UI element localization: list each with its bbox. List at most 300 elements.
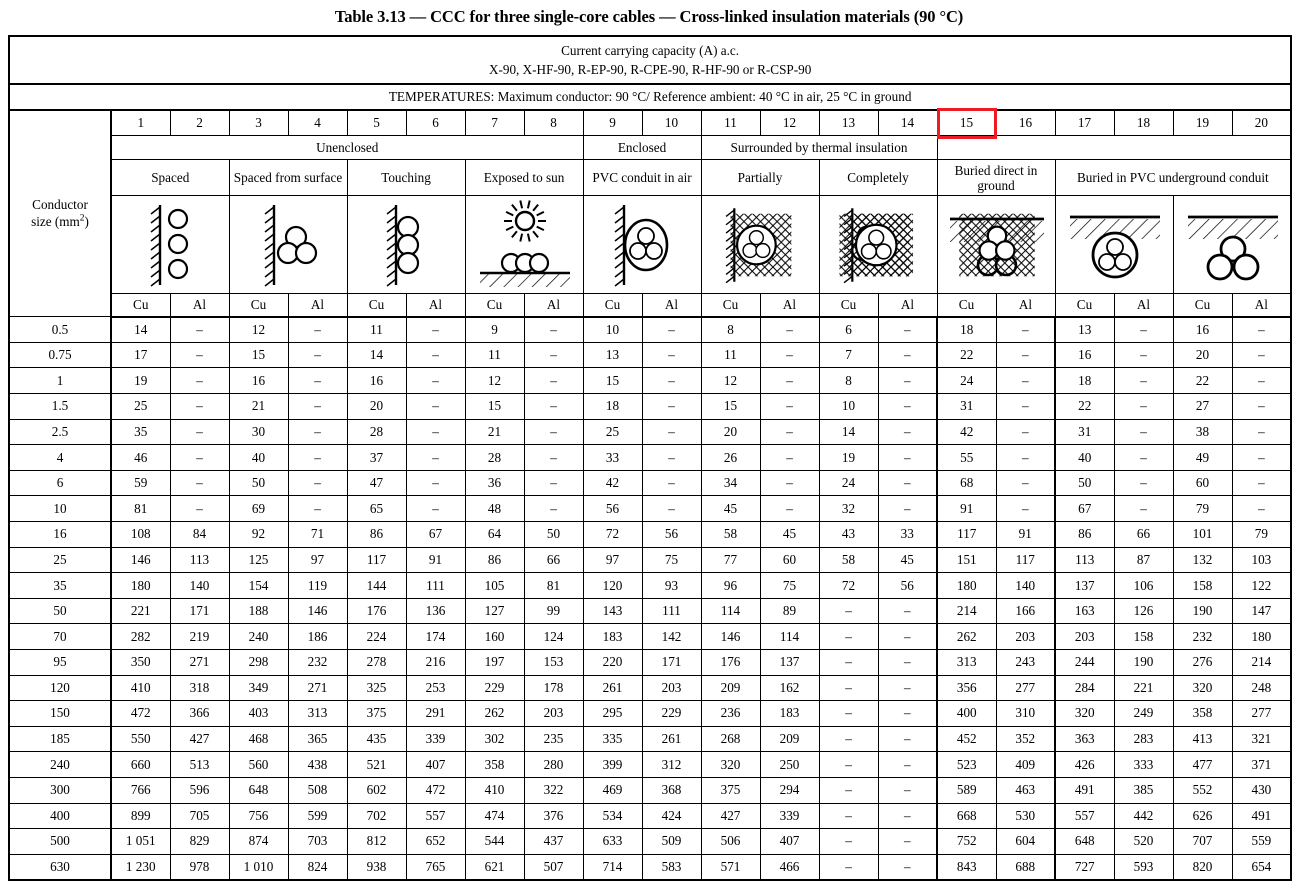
data-value: 22 xyxy=(960,347,974,363)
data-value: 48 xyxy=(487,500,502,516)
data-cell xyxy=(1173,803,1232,829)
data-value: 283 xyxy=(1133,731,1154,747)
data-value: 236 xyxy=(720,705,741,721)
data-value: 153 xyxy=(543,654,564,670)
data-value: 197 xyxy=(484,654,505,670)
data-cell xyxy=(170,573,229,599)
data-value: – xyxy=(668,321,675,337)
data-cell xyxy=(347,777,406,803)
data-value: – xyxy=(903,628,911,644)
data-cell xyxy=(229,419,288,445)
conductor-size-value: 400 xyxy=(50,807,70,823)
data-cell xyxy=(111,624,170,650)
column-number-13[interactable] xyxy=(819,110,878,136)
data-cell xyxy=(642,419,701,445)
metal-label: Cu xyxy=(604,297,621,313)
data-cell xyxy=(347,752,406,778)
metal-label: Cu xyxy=(133,297,149,313)
data-value: – xyxy=(550,449,557,465)
data-cell xyxy=(642,726,701,752)
data-value: 99 xyxy=(546,603,561,619)
table-body xyxy=(9,317,1291,880)
data-value: 84 xyxy=(192,526,207,542)
column-number-label: 4 xyxy=(314,115,321,131)
metal-label: Al xyxy=(900,297,915,313)
data-value: 507 xyxy=(543,858,564,874)
data-cell xyxy=(760,419,819,445)
data-cell xyxy=(347,650,406,676)
data-value: 11 xyxy=(370,321,383,337)
data-cell xyxy=(819,726,878,752)
data-value: 183 xyxy=(602,628,623,644)
data-value: 668 xyxy=(956,807,977,823)
metal-header-19-cu xyxy=(1173,294,1232,317)
column-number-10[interactable] xyxy=(642,110,701,136)
data-cell xyxy=(465,522,524,548)
data-value: 203 xyxy=(1015,628,1036,644)
pictogram-cell xyxy=(1173,196,1291,294)
column-number-11[interactable] xyxy=(701,110,760,136)
pictogram-cell xyxy=(1055,196,1173,294)
data-cell xyxy=(111,598,170,624)
data-value: 8 xyxy=(727,321,734,337)
data-value: 280 xyxy=(543,756,564,772)
data-cell xyxy=(819,675,878,701)
group2-label: Spaced xyxy=(151,170,190,186)
column-number-20[interactable] xyxy=(1232,110,1291,136)
data-value: 101 xyxy=(1192,526,1213,542)
data-cell xyxy=(760,445,819,471)
metal-label: Cu xyxy=(1194,297,1211,313)
pictogram-cell xyxy=(229,196,347,294)
data-value: 42 xyxy=(960,423,974,439)
data-cell xyxy=(1055,547,1114,573)
data-cell xyxy=(878,573,937,599)
data-value: 124 xyxy=(543,628,564,644)
data-value: – xyxy=(903,782,911,798)
data-value: 158 xyxy=(1192,577,1213,593)
data-cell xyxy=(583,419,642,445)
data-cell xyxy=(1114,342,1173,368)
data-cell xyxy=(878,624,937,650)
data-value: 49 xyxy=(1195,449,1210,465)
metal-header-9-cu xyxy=(583,294,642,317)
data-cell xyxy=(347,342,406,368)
data-cell xyxy=(1232,650,1291,676)
data-value: 10 xyxy=(841,398,856,414)
data-value: – xyxy=(903,423,911,439)
pictogram-pair xyxy=(820,197,937,293)
data-value: – xyxy=(1258,475,1265,491)
data-cell xyxy=(229,803,288,829)
column-number-2[interactable] xyxy=(170,110,229,136)
data-cell xyxy=(170,445,229,471)
metal-header-12-al xyxy=(760,294,819,317)
data-value: 24 xyxy=(841,475,856,491)
data-cell xyxy=(1055,777,1114,803)
data-cell xyxy=(937,470,996,496)
data-value: – xyxy=(1258,347,1265,363)
column-number-19[interactable] xyxy=(1173,110,1232,136)
data-cell xyxy=(229,675,288,701)
data-cell xyxy=(1114,650,1173,676)
data-cell xyxy=(406,573,465,599)
data-cell xyxy=(878,547,937,573)
data-cell xyxy=(1173,573,1232,599)
data-cell xyxy=(229,701,288,727)
column-number-14[interactable] xyxy=(878,110,937,136)
data-value: 466 xyxy=(779,858,800,874)
data-value: 30 xyxy=(251,423,266,439)
data-cell xyxy=(524,470,583,496)
data-value: 727 xyxy=(1074,858,1095,874)
data-value: 521 xyxy=(366,756,387,772)
data-cell xyxy=(996,547,1055,573)
pictogram-cell xyxy=(583,196,701,294)
data-cell xyxy=(937,777,996,803)
data-cell xyxy=(642,624,701,650)
data-value: 26 xyxy=(723,449,738,465)
data-cell xyxy=(760,368,819,394)
metal-header-20-al xyxy=(1232,294,1291,317)
data-value: 59 xyxy=(134,475,148,491)
ccc-table xyxy=(8,35,1292,881)
data-cell xyxy=(583,726,642,752)
data-cell xyxy=(288,624,347,650)
data-value: 261 xyxy=(602,679,623,695)
data-value: 11 xyxy=(488,347,501,363)
data-cell xyxy=(1114,701,1173,727)
data-value: – xyxy=(668,449,675,465)
data-cell xyxy=(465,470,524,496)
column-number-18[interactable] xyxy=(1114,110,1173,136)
data-value: 824 xyxy=(307,858,328,874)
column-number-label: 1 xyxy=(137,115,145,131)
column-number-7[interactable] xyxy=(465,110,524,136)
data-cell xyxy=(878,496,937,522)
data-value: – xyxy=(314,475,321,491)
group2-spaced xyxy=(111,160,229,196)
data-cell xyxy=(347,394,406,420)
data-value: – xyxy=(903,372,911,388)
data-value: – xyxy=(1021,475,1029,491)
data-cell xyxy=(1055,803,1114,829)
data-value: 472 xyxy=(130,705,151,721)
data-cell xyxy=(760,547,819,573)
conductor-size-value: 10 xyxy=(53,500,67,516)
data-value: 50 xyxy=(251,475,266,491)
group-level1-row xyxy=(9,136,1291,160)
data-cell xyxy=(524,675,583,701)
data-value: 358 xyxy=(484,756,505,772)
metal-label: Al xyxy=(1018,297,1033,313)
data-value: 64 xyxy=(487,526,502,542)
data-value: 180 xyxy=(1251,628,1272,644)
data-cell xyxy=(406,547,465,573)
data-cell xyxy=(878,470,937,496)
data-cell xyxy=(524,547,583,573)
data-value: 368 xyxy=(661,782,682,798)
data-cell xyxy=(1055,675,1114,701)
data-cell xyxy=(465,701,524,727)
data-cell xyxy=(1173,368,1232,394)
data-value: – xyxy=(845,603,852,619)
data-value: – xyxy=(1258,372,1265,388)
data-cell xyxy=(937,854,996,880)
data-value: 89 xyxy=(782,603,797,619)
data-cell xyxy=(1114,752,1173,778)
data-cell xyxy=(996,675,1055,701)
data-cell xyxy=(347,803,406,829)
data-cell xyxy=(524,496,583,522)
data-cell xyxy=(347,675,406,701)
metal-header-10-al xyxy=(642,294,701,317)
data-cell xyxy=(937,675,996,701)
data-value: 190 xyxy=(1192,603,1213,619)
table-row xyxy=(9,394,1291,420)
data-value: 137 xyxy=(1074,577,1095,593)
data-value: 7 xyxy=(845,347,852,363)
insulation-complete-b-icon xyxy=(942,201,1051,289)
data-value: 8 xyxy=(845,372,852,388)
group2-label: Touching xyxy=(381,170,431,186)
data-cell xyxy=(288,803,347,829)
data-cell xyxy=(937,317,996,343)
conductor-size-value: 185 xyxy=(50,731,70,747)
data-value: 276 xyxy=(1192,654,1213,670)
data-cell xyxy=(583,547,642,573)
data-cell xyxy=(465,854,524,880)
data-value: – xyxy=(1021,449,1029,465)
wall-three-touching-icon xyxy=(348,197,465,293)
column-number-16[interactable] xyxy=(996,110,1055,136)
conductor-size-cell xyxy=(9,803,111,829)
data-value: 21 xyxy=(251,398,266,414)
group2-label: Partially xyxy=(737,170,783,186)
data-value: – xyxy=(786,423,793,439)
data-value: 277 xyxy=(1251,705,1272,721)
data-value: 6 xyxy=(845,321,852,337)
data-cell xyxy=(229,829,288,855)
data-cell xyxy=(819,317,878,343)
data-cell xyxy=(583,624,642,650)
data-value: 56 xyxy=(664,526,679,542)
conductor-size-value: 2.5 xyxy=(51,423,69,439)
data-value: 648 xyxy=(248,782,269,798)
data-value: 81 xyxy=(134,500,148,516)
data-cell xyxy=(524,522,583,548)
data-cell xyxy=(347,829,406,855)
data-value: 442 xyxy=(1133,807,1154,823)
data-cell xyxy=(583,394,642,420)
column-number-8[interactable] xyxy=(524,110,583,136)
data-value: – xyxy=(903,475,911,491)
data-value: 203 xyxy=(661,679,682,695)
data-cell xyxy=(347,496,406,522)
data-cell xyxy=(288,547,347,573)
data-cell xyxy=(406,829,465,855)
banner-row-2 xyxy=(9,84,1291,110)
data-cell xyxy=(229,624,288,650)
metal-header-3-cu xyxy=(229,294,288,317)
data-value: 235 xyxy=(543,731,564,747)
column-number-4[interactable] xyxy=(288,110,347,136)
data-cell xyxy=(1232,854,1291,880)
data-cell xyxy=(229,854,288,880)
data-cell xyxy=(819,701,878,727)
data-cell xyxy=(111,650,170,676)
column-number-label: 5 xyxy=(373,115,380,131)
conductor-size-cell xyxy=(9,547,111,573)
conductor-size-cell xyxy=(9,854,111,880)
data-cell xyxy=(288,394,347,420)
data-cell xyxy=(465,777,524,803)
data-cell xyxy=(111,777,170,803)
metal-label: Cu xyxy=(958,297,975,313)
data-value: 214 xyxy=(1251,654,1272,670)
data-cell xyxy=(1114,803,1173,829)
metal-label: Cu xyxy=(486,297,503,313)
column-number-9[interactable] xyxy=(583,110,642,136)
table-row xyxy=(9,419,1291,445)
data-cell xyxy=(583,752,642,778)
data-cell xyxy=(1232,777,1291,803)
data-value: 621 xyxy=(484,858,505,874)
data-cell xyxy=(465,317,524,343)
data-value: 403 xyxy=(248,705,269,721)
data-value: 183 xyxy=(779,705,800,721)
data-cell xyxy=(465,624,524,650)
metal-header-1-cu xyxy=(111,294,170,317)
data-cell xyxy=(465,342,524,368)
data-value: 114 xyxy=(720,603,741,619)
data-cell xyxy=(642,650,701,676)
column-number-3[interactable] xyxy=(229,110,288,136)
conductor-size-cell xyxy=(9,419,111,445)
data-value: 125 xyxy=(248,551,269,567)
data-cell xyxy=(170,522,229,548)
data-value: 209 xyxy=(779,731,800,747)
data-cell xyxy=(111,342,170,368)
data-value: 20 xyxy=(1195,347,1210,363)
table-container xyxy=(0,35,1298,881)
column-number-5[interactable] xyxy=(347,110,406,136)
data-cell xyxy=(819,522,878,548)
metal-label: Cu xyxy=(722,297,739,313)
data-cell xyxy=(701,317,760,343)
data-cell xyxy=(1173,394,1232,420)
data-value: 660 xyxy=(130,756,151,772)
data-value: 67 xyxy=(428,526,443,542)
metal-header-7-cu xyxy=(465,294,524,317)
data-cell xyxy=(819,803,878,829)
data-cell xyxy=(937,342,996,368)
group1-label: Unenclosed xyxy=(316,139,379,155)
data-value: 427 xyxy=(720,807,741,823)
data-cell xyxy=(406,470,465,496)
data-cell xyxy=(760,829,819,855)
data-cell xyxy=(937,752,996,778)
data-value: 17 xyxy=(134,347,148,363)
data-value: – xyxy=(668,347,675,363)
data-value: – xyxy=(196,449,203,465)
data-value: 253 xyxy=(425,679,446,695)
data-value: 22 xyxy=(1078,398,1092,414)
table-row xyxy=(9,598,1291,624)
data-cell xyxy=(406,445,465,471)
data-value: 313 xyxy=(956,654,977,670)
column-number-15[interactable] xyxy=(937,110,996,136)
column-number-label: 15 xyxy=(959,115,974,131)
data-value: 147 xyxy=(1251,603,1272,619)
column-number-label: 19 xyxy=(1195,115,1210,131)
data-cell xyxy=(347,368,406,394)
data-cell xyxy=(1114,470,1173,496)
data-cell xyxy=(406,701,465,727)
data-cell xyxy=(170,368,229,394)
data-cell xyxy=(642,675,701,701)
data-value: 36 xyxy=(487,475,502,491)
data-cell xyxy=(760,598,819,624)
data-value: – xyxy=(786,398,793,414)
data-cell xyxy=(642,368,701,394)
data-value: 16 xyxy=(369,372,384,388)
column-number-label: 11 xyxy=(724,115,737,131)
data-cell xyxy=(1055,419,1114,445)
group2-label: Exposed to sun xyxy=(483,170,565,186)
column-number-12[interactable] xyxy=(760,110,819,136)
data-cell xyxy=(819,777,878,803)
data-cell xyxy=(642,752,701,778)
data-cell xyxy=(1173,829,1232,855)
column-number-6[interactable] xyxy=(406,110,465,136)
column-number-17[interactable] xyxy=(1055,110,1114,136)
data-value: 25 xyxy=(134,398,148,414)
data-cell xyxy=(1114,547,1173,573)
data-value: 243 xyxy=(1015,654,1036,670)
data-value: 648 xyxy=(1074,833,1095,849)
wall-trefoil-spaced-icon xyxy=(230,197,347,293)
data-cell xyxy=(1173,419,1232,445)
data-value: 58 xyxy=(841,551,856,567)
data-value: – xyxy=(903,603,911,619)
data-value: 426 xyxy=(1074,756,1095,772)
sun-on-ground-icon xyxy=(466,197,583,293)
conductor-size-cell xyxy=(9,496,111,522)
data-value: 180 xyxy=(956,577,977,593)
data-cell xyxy=(583,368,642,394)
data-cell xyxy=(937,701,996,727)
data-value: 978 xyxy=(189,858,210,874)
data-value: 220 xyxy=(602,654,623,670)
data-cell xyxy=(170,496,229,522)
data-value: 765 xyxy=(425,858,446,874)
banner-line-2: X-90, X-HF-90, R-EP-90, R-CPE-90, R-HF-90 or R-CSP-90 xyxy=(488,61,812,77)
data-value: – xyxy=(314,398,321,414)
data-cell xyxy=(583,573,642,599)
data-cell xyxy=(1114,675,1173,701)
group1-empty xyxy=(937,136,1291,160)
conductor-size-value: 120 xyxy=(50,679,70,695)
data-cell xyxy=(524,445,583,471)
data-value: – xyxy=(432,500,439,516)
column-number-1[interactable] xyxy=(111,110,170,136)
data-cell xyxy=(878,650,937,676)
data-cell xyxy=(701,573,760,599)
data-value: 163 xyxy=(1074,603,1095,619)
data-cell xyxy=(760,317,819,343)
data-cell xyxy=(996,496,1055,522)
